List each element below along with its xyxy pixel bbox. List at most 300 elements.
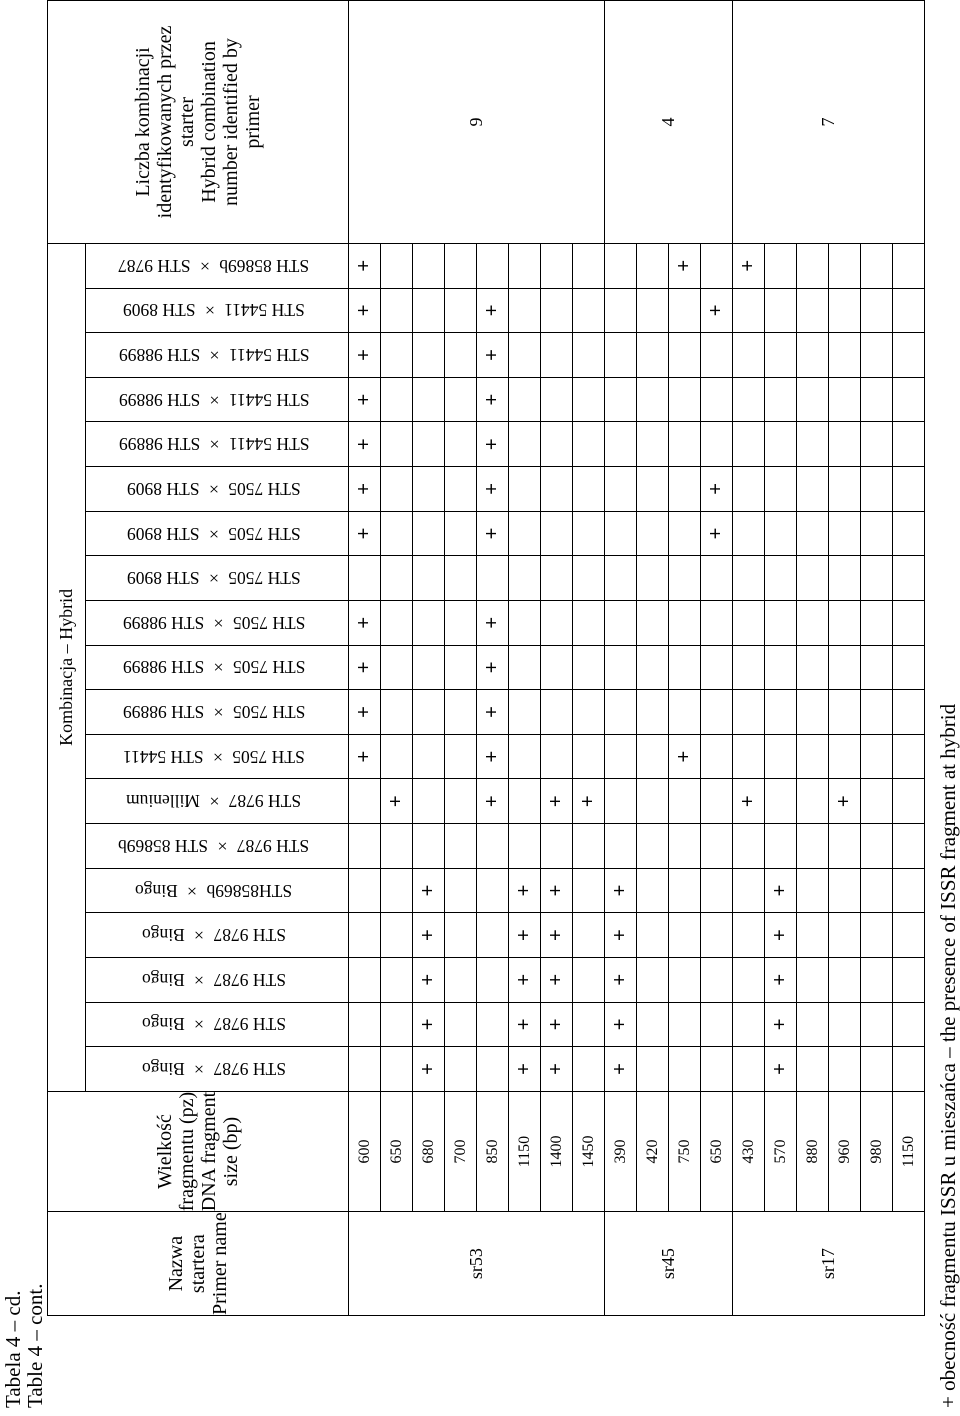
presence-cell: [477, 422, 509, 467]
table-footnote: + obecność fragmentu ISSR u mieszańca – the presence of ISSR fragment at hybrid: [936, 703, 960, 1408]
hybrid-name: STH 7505 × STH 8909: [127, 568, 301, 589]
presence-cell: [477, 1002, 509, 1047]
presence-cell: [669, 734, 701, 779]
presence-cell: [893, 868, 925, 913]
presence-cell: [765, 377, 797, 422]
presence-cell: [765, 690, 797, 735]
presence-cell: [445, 824, 477, 869]
presence-cell: [349, 690, 381, 735]
presence-mark: +: [673, 750, 695, 763]
presence-cell: [893, 600, 925, 645]
count-header-line: number identified by: [220, 38, 242, 206]
presence-cell: [445, 779, 477, 824]
presence-cell: [669, 288, 701, 333]
presence-cell: [701, 288, 733, 333]
presence-mark: +: [417, 1018, 439, 1031]
presence-cell: [413, 645, 445, 690]
presence-cell: [381, 288, 413, 333]
presence-cell: [541, 377, 573, 422]
presence-cell: [765, 645, 797, 690]
presence-mark: +: [513, 929, 535, 941]
presence-cell: [605, 824, 637, 869]
presence-cell: [573, 824, 605, 869]
presence-mark: +: [385, 795, 407, 808]
presence-cell: [541, 1047, 573, 1092]
presence-cell: [733, 779, 765, 824]
presence-cell: [829, 1002, 861, 1047]
presence-cell: [797, 690, 829, 735]
presence-cell: [413, 467, 445, 512]
presence-cell: [477, 243, 509, 288]
presence-mark: +: [481, 616, 503, 629]
presence-cell: [541, 690, 573, 735]
presence-cell: [413, 600, 445, 645]
hybrid-column-header: [86, 734, 349, 779]
presence-cell: [829, 377, 861, 422]
presence-cell: [765, 957, 797, 1002]
presence-cell: [829, 645, 861, 690]
presence-cell: [733, 511, 765, 556]
presence-cell: [637, 333, 669, 378]
size-header-line: DNA fragment: [198, 1091, 220, 1212]
hybrid-name: STH 54411 × STH 98899: [118, 345, 310, 366]
presence-mark: +: [545, 929, 567, 941]
presence-mark: +: [481, 393, 503, 406]
presence-cell: [861, 734, 893, 779]
presence-cell: [765, 422, 797, 467]
presence-cell: [829, 600, 861, 645]
primer-name-cell: sr17: [733, 1212, 925, 1316]
presence-cell: [477, 957, 509, 1002]
presence-cell: [573, 1047, 605, 1092]
presence-cell: [509, 913, 541, 958]
hybrid-name: STH 7505 × STH 54411: [123, 746, 305, 767]
presence-cell: [381, 600, 413, 645]
presence-cell: [797, 333, 829, 378]
presence-mark: +: [545, 1018, 567, 1031]
presence-cell: [893, 422, 925, 467]
presence-cell: [765, 333, 797, 378]
presence-cell: [893, 913, 925, 958]
presence-cell: [413, 1002, 445, 1047]
combination-header: Kombinacja – Hybrid: [48, 243, 86, 1091]
hybrid-name: STH 9787 × Millenium: [126, 791, 302, 812]
presence-mark: +: [609, 929, 631, 941]
table-caption-polish: Tabela 4 – cd.: [1, 1290, 25, 1408]
presence-cell: [829, 690, 861, 735]
hybrid-name: STH 9787 × Bingo: [142, 1059, 286, 1080]
presence-cell: [605, 556, 637, 601]
presence-cell: [765, 779, 797, 824]
presence-cell: [701, 556, 733, 601]
presence-cell: [509, 734, 541, 779]
presence-cell: [381, 779, 413, 824]
presence-cell: [637, 377, 669, 422]
presence-cell: [861, 467, 893, 512]
presence-cell: [413, 377, 445, 422]
hybrid-name: STH 85869b × STH 9787: [118, 255, 310, 276]
presence-mark: +: [769, 929, 791, 941]
presence-cell: [509, 645, 541, 690]
presence-cell: [765, 511, 797, 556]
presence-cell: [349, 422, 381, 467]
hybrid-column-header: [86, 377, 349, 422]
presence-cell: [413, 333, 445, 378]
hybrid-column-header: [86, 779, 349, 824]
presence-cell: [509, 957, 541, 1002]
fragment-size-cell: 880: [797, 1091, 829, 1211]
hybrid-name: STH 54411 × STH 98899: [118, 434, 310, 455]
presence-cell: [797, 288, 829, 333]
presence-cell: [573, 377, 605, 422]
presence-cell: [861, 288, 893, 333]
presence-cell: [829, 957, 861, 1002]
presence-cell: [477, 333, 509, 378]
presence-cell: [541, 734, 573, 779]
hybrid-name: STH 7505 × STH 98899: [122, 612, 306, 633]
presence-cell: [829, 333, 861, 378]
presence-cell: [669, 913, 701, 958]
presence-cell: [829, 779, 861, 824]
presence-cell: [893, 1002, 925, 1047]
presence-cell: [413, 779, 445, 824]
combination-count-cell: 7: [733, 1, 925, 244]
presence-cell: [893, 377, 925, 422]
presence-cell: [509, 824, 541, 869]
presence-cell: [509, 868, 541, 913]
hybrid-column-header: [86, 333, 349, 378]
presence-cell: [445, 511, 477, 556]
presence-cell: [733, 690, 765, 735]
presence-cell: [829, 556, 861, 601]
presence-cell: [733, 734, 765, 779]
presence-cell: [573, 913, 605, 958]
presence-cell: [701, 734, 733, 779]
presence-cell: [669, 333, 701, 378]
presence-cell: [541, 957, 573, 1002]
primer-header-line: Primer name: [209, 1212, 231, 1315]
presence-cell: [797, 868, 829, 913]
presence-cell: [381, 333, 413, 378]
presence-cell: [509, 600, 541, 645]
presence-mark: +: [417, 973, 439, 986]
presence-cell: [509, 690, 541, 735]
hybrid-column-header: [86, 600, 349, 645]
presence-cell: [893, 779, 925, 824]
presence-cell: [861, 422, 893, 467]
presence-mark: +: [769, 884, 791, 897]
presence-cell: [765, 467, 797, 512]
presence-cell: [445, 690, 477, 735]
presence-cell: [445, 467, 477, 512]
presence-cell: [893, 690, 925, 735]
presence-mark: +: [545, 795, 567, 808]
presence-mark: +: [705, 483, 727, 495]
table-row: [733, 1, 765, 1316]
count-header-line: starter: [176, 96, 198, 147]
presence-cell: [605, 868, 637, 913]
presence-cell: [349, 957, 381, 1002]
presence-cell: [893, 556, 925, 601]
presence-cell: [349, 600, 381, 645]
presence-cell: [349, 913, 381, 958]
presence-cell: [509, 243, 541, 288]
presence-cell: [637, 556, 669, 601]
presence-cell: [605, 645, 637, 690]
table-row: [349, 1, 381, 1316]
presence-cell: [701, 645, 733, 690]
presence-cell: [637, 1047, 669, 1092]
presence-cell: [669, 1002, 701, 1047]
presence-cell: [797, 467, 829, 512]
presence-cell: [797, 377, 829, 422]
presence-cell: [861, 690, 893, 735]
presence-mark: +: [353, 349, 375, 361]
fragment-size-cell: 570: [765, 1091, 797, 1211]
presence-cell: [445, 868, 477, 913]
presence-cell: [381, 690, 413, 735]
presence-cell: [765, 243, 797, 288]
presence-cell: [893, 645, 925, 690]
presence-mark: +: [545, 973, 567, 986]
hybrid-column-header: [86, 422, 349, 467]
presence-cell: [637, 690, 669, 735]
presence-mark: +: [481, 706, 503, 718]
presence-mark: +: [545, 884, 567, 897]
presence-cell: [701, 600, 733, 645]
presence-cell: [605, 913, 637, 958]
presence-cell: [637, 422, 669, 467]
presence-mark: +: [353, 438, 375, 451]
combination-count-cell: 4: [605, 1, 733, 244]
presence-cell: [573, 467, 605, 512]
presence-cell: [701, 868, 733, 913]
presence-cell: [541, 511, 573, 556]
presence-cell: [605, 467, 637, 512]
presence-cell: [445, 333, 477, 378]
presence-cell: [509, 422, 541, 467]
hybrid-column-header: [86, 511, 349, 556]
presence-cell: [829, 288, 861, 333]
presence-mark: +: [769, 1063, 791, 1075]
hybrid-column-header: [86, 913, 349, 958]
presence-cell: [701, 824, 733, 869]
presence-cell: [509, 288, 541, 333]
presence-cell: [349, 556, 381, 601]
presence-mark: +: [737, 795, 759, 808]
presence-cell: [733, 1002, 765, 1047]
presence-cell: [413, 957, 445, 1002]
presence-mark: +: [609, 973, 631, 986]
presence-cell: [861, 1002, 893, 1047]
presence-mark: +: [481, 661, 503, 674]
hybrid-column-header: [86, 556, 349, 601]
size-header-line: size (bp): [220, 1116, 242, 1187]
presence-cell: [445, 422, 477, 467]
presence-cell: [669, 824, 701, 869]
presence-cell: [605, 377, 637, 422]
presence-cell: [701, 243, 733, 288]
presence-cell: [477, 779, 509, 824]
count-header-line: identyfikowanych przez: [154, 25, 176, 219]
presence-cell: [445, 243, 477, 288]
fragment-size-cell: 1400: [541, 1091, 573, 1211]
presence-cell: [445, 913, 477, 958]
presence-cell: [381, 868, 413, 913]
hybrid-column-header: [86, 957, 349, 1002]
primer-header-line: startera: [187, 1234, 209, 1294]
presence-cell: [413, 243, 445, 288]
presence-cell: [669, 957, 701, 1002]
presence-cell: [861, 645, 893, 690]
presence-mark: +: [481, 438, 503, 451]
presence-cell: [381, 734, 413, 779]
presence-cell: [765, 1002, 797, 1047]
presence-cell: [861, 868, 893, 913]
presence-cell: [637, 868, 669, 913]
hybrid-name: STH 7505 × STH 8909: [127, 478, 301, 499]
presence-cell: [605, 690, 637, 735]
presence-cell: [445, 957, 477, 1002]
presence-cell: [861, 511, 893, 556]
presence-mark: +: [353, 259, 375, 272]
presence-cell: [701, 957, 733, 1002]
presence-mark: +: [353, 750, 375, 763]
presence-cell: [541, 645, 573, 690]
presence-cell: [381, 913, 413, 958]
presence-cell: [541, 288, 573, 333]
presence-mark: +: [417, 1063, 439, 1075]
hybrid-name: STH 9787 × Bingo: [142, 1014, 286, 1035]
fragment-size-cell: 680: [413, 1091, 445, 1211]
hybrid-name: STH 9787 × STH 85869b: [118, 835, 310, 856]
presence-cell: [381, 243, 413, 288]
presence-cell: [701, 913, 733, 958]
combination-count-cell: 9: [349, 1, 605, 244]
hybrid-name: STH 54411 × STH 8909: [123, 300, 305, 321]
fragment-size-cell: 980: [861, 1091, 893, 1211]
fragment-size-cell: 430: [733, 1091, 765, 1211]
presence-cell: [413, 824, 445, 869]
fragment-size-cell: 700: [445, 1091, 477, 1211]
presence-cell: [701, 779, 733, 824]
presence-cell: [445, 600, 477, 645]
fragment-size-cell: 850: [477, 1091, 509, 1211]
presence-cell: [541, 600, 573, 645]
presence-mark: +: [609, 1018, 631, 1031]
presence-cell: [733, 243, 765, 288]
presence-mark: +: [353, 616, 375, 629]
presence-cell: [477, 645, 509, 690]
presence-cell: [605, 957, 637, 1002]
fragment-size-cell: 600: [349, 1091, 381, 1211]
hybrid-name: STH 7505 × STH 98899: [122, 657, 306, 678]
presence-cell: [701, 1002, 733, 1047]
fragment-size-cell: 1450: [573, 1091, 605, 1211]
presence-cell: [477, 824, 509, 869]
presence-cell: [701, 377, 733, 422]
presence-cell: [829, 243, 861, 288]
presence-cell: [733, 645, 765, 690]
presence-cell: [733, 824, 765, 869]
presence-cell: [605, 243, 637, 288]
presence-cell: [733, 600, 765, 645]
presence-cell: [541, 556, 573, 601]
presence-cell: [797, 645, 829, 690]
presence-cell: [797, 556, 829, 601]
count-header-line: primer: [242, 95, 264, 149]
presence-cell: [605, 333, 637, 378]
presence-cell: [349, 645, 381, 690]
presence-cell: [381, 1047, 413, 1092]
presence-cell: [541, 913, 573, 958]
presence-cell: [829, 868, 861, 913]
presence-cell: [733, 556, 765, 601]
presence-cell: [573, 288, 605, 333]
presence-mark: +: [513, 884, 535, 897]
fragment-size-cell: 650: [381, 1091, 413, 1211]
fragment-size-cell: 960: [829, 1091, 861, 1211]
presence-mark: +: [513, 973, 535, 986]
presence-cell: [573, 645, 605, 690]
presence-cell: [669, 645, 701, 690]
hybrid-column-header: [86, 690, 349, 735]
presence-cell: [669, 690, 701, 735]
presence-cell: [413, 690, 445, 735]
presence-cell: [733, 1047, 765, 1092]
hybrid-column-header: [86, 243, 349, 288]
presence-cell: [893, 288, 925, 333]
presence-cell: [829, 422, 861, 467]
presence-cell: [605, 734, 637, 779]
presence-cell: [637, 600, 669, 645]
presence-cell: [797, 1047, 829, 1092]
presence-cell: [765, 288, 797, 333]
presence-cell: [861, 243, 893, 288]
presence-cell: [829, 511, 861, 556]
hybrid-column-header: [86, 1047, 349, 1092]
presence-cell: [861, 556, 893, 601]
presence-cell: [637, 467, 669, 512]
presence-cell: [413, 1047, 445, 1092]
presence-cell: [541, 779, 573, 824]
presence-cell: [829, 467, 861, 512]
presence-cell: [765, 734, 797, 779]
presence-cell: [765, 824, 797, 869]
presence-cell: [605, 1047, 637, 1092]
presence-cell: [573, 690, 605, 735]
presence-cell: [509, 511, 541, 556]
presence-cell: [349, 824, 381, 869]
presence-cell: [445, 1047, 477, 1092]
fragment-size-cell: 1150: [893, 1091, 925, 1211]
presence-cell: [605, 288, 637, 333]
presence-cell: [861, 377, 893, 422]
primer-header-line: Nazwa: [165, 1235, 187, 1292]
presence-cell: [829, 1047, 861, 1092]
presence-cell: [861, 779, 893, 824]
presence-cell: [893, 1047, 925, 1092]
presence-cell: [349, 1002, 381, 1047]
presence-cell: [733, 422, 765, 467]
presence-cell: [477, 556, 509, 601]
presence-cell: [701, 690, 733, 735]
presence-cell: [445, 734, 477, 779]
presence-cell: [509, 1002, 541, 1047]
fragment-size-cell: 650: [701, 1091, 733, 1211]
presence-cell: [509, 377, 541, 422]
presence-cell: [605, 511, 637, 556]
